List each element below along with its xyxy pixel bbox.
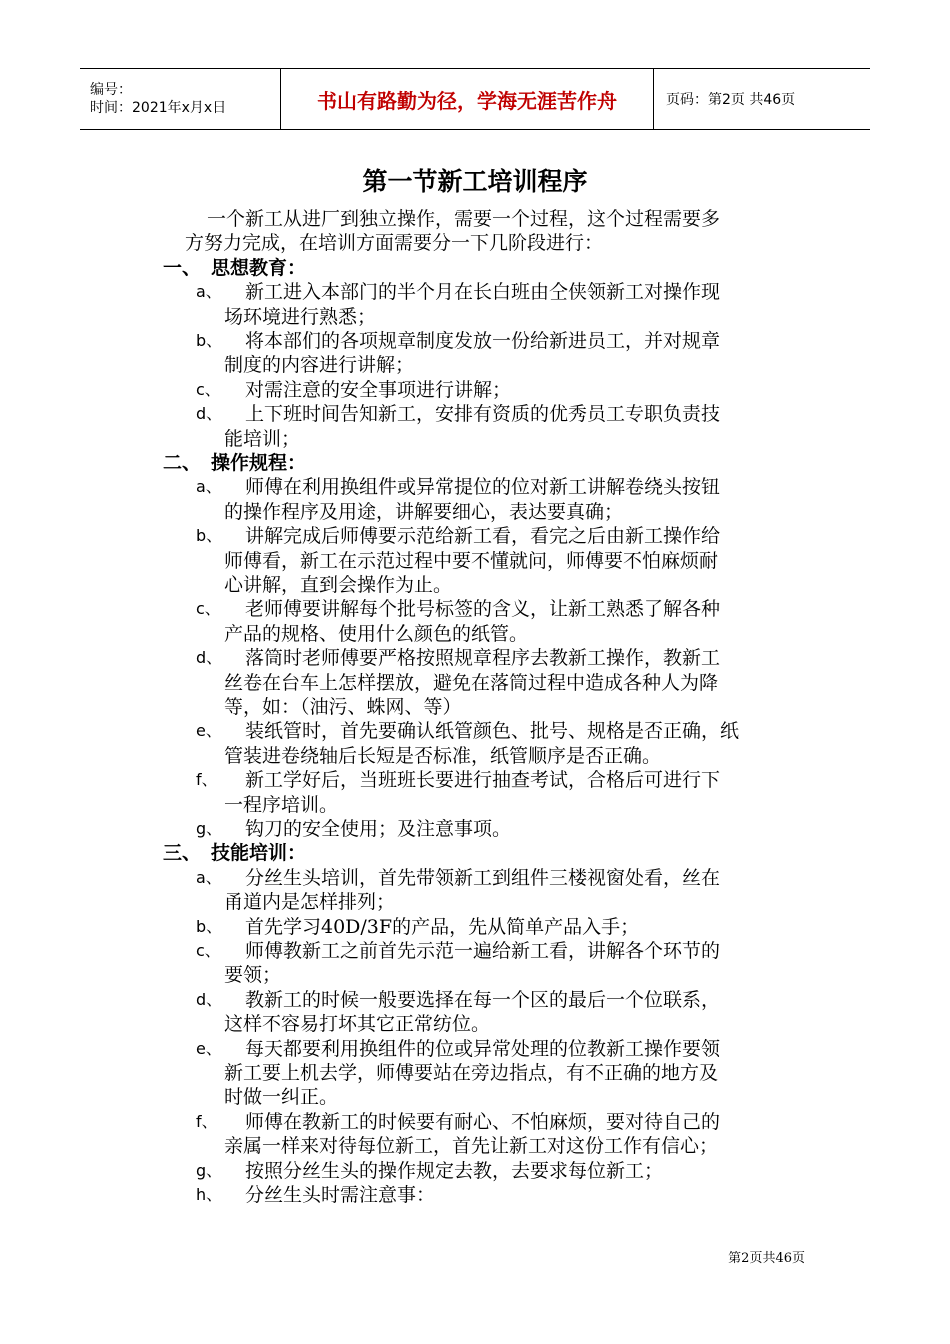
section-heading <box>163 451 306 475</box>
list-item-text <box>224 719 814 768</box>
page-footer: 第2页共46页 <box>728 1251 805 1266</box>
page-title: 第一节新工培训程序 <box>362 167 588 196</box>
list-item-marker: b、 <box>196 526 223 546</box>
list-item-marker: c、 <box>196 599 221 619</box>
list-item-line: 要领； <box>224 964 282 987</box>
list-item-line: 老师傅要讲解每个批号标签的含义，让新工熟悉了解各种 <box>245 598 721 621</box>
list-item-line: 新工进入本部门的半个月在长白班由仝侠领新工对操作现 <box>245 281 721 304</box>
list-item-text <box>224 866 814 915</box>
list-item-marker: d、 <box>196 404 223 424</box>
list-item-text <box>224 988 814 1037</box>
list-item-marker: e、 <box>196 1038 222 1058</box>
list-item-line: 装纸管时，首先要确认纸管颜色、批号、规格是否正确，纸 <box>245 720 740 743</box>
list-item-marker: c、 <box>196 941 221 960</box>
section-title: 技能培训： <box>211 842 307 865</box>
list-item-marker: a、 <box>196 867 222 887</box>
list-item-marker: g、 <box>196 819 223 838</box>
list-item-line: 新工学好后，当班班长要进行抽查考试，合格后可进行下 <box>245 769 721 792</box>
section-title: 操作规程： <box>211 452 307 474</box>
list-item-line: 一程序培训。 <box>224 793 339 816</box>
list-item-marker: d、 <box>196 648 223 668</box>
list-item-text <box>224 378 814 402</box>
list-item-line: 钩刀的安全使用；及注意事项。 <box>245 818 512 840</box>
list-item-line: 对需注意的安全事项进行讲解； <box>245 378 512 401</box>
list-item-text <box>224 402 814 451</box>
list-item-text <box>224 915 814 939</box>
list-item-line: 等，如：（油污、蛛网、等） <box>224 696 462 718</box>
list-item-marker: e、 <box>196 721 222 741</box>
list-item-line: 亲属一样来对待每位新工，首先让新工对这份工作有信心； <box>224 1135 719 1158</box>
section-heading <box>163 841 306 865</box>
list-item-marker: b、 <box>196 331 223 350</box>
list-item-marker: a、 <box>196 282 222 302</box>
list-item-line: 的操作程序及用途，讲解要细心，表达要真确； <box>224 500 624 523</box>
list-item-line: 这样不容易打坏其它正常纺位。 <box>224 1013 491 1036</box>
list-item-line: 甬道内是怎样排列； <box>224 891 396 914</box>
list-item-text <box>224 768 814 817</box>
list-item-line: 产品的规格、使用什么颜色的纸管。 <box>224 622 529 645</box>
list-item-line: 场环境进行熟悉； <box>224 305 377 328</box>
list-item-line: 心讲解，直到会操作为止。 <box>224 574 453 596</box>
section-number: 三、 <box>163 842 202 865</box>
section-number: 一、 <box>163 256 202 279</box>
list-item-line: 按照分丝生头的操作规定去教，去要求每位新工； <box>245 1159 664 1182</box>
intro-paragraph <box>185 207 815 256</box>
list-item-line: 管装进卷绕轴后长短是否标准，纸管顺序是否正确。 <box>224 744 662 767</box>
header-page-label: 页码：第2页 共46页 <box>666 92 796 108</box>
header-meta <box>80 69 281 129</box>
list-item-line: 师傅在教新工的时候要有耐心、不怕麻烦，要对待自己的 <box>245 1110 721 1133</box>
list-item-text <box>224 1037 814 1110</box>
intro-line: 一个新工从进厂到独立操作，需要一个过程，这个过程需要多 <box>207 208 721 230</box>
list-item-line: 师傅看，新工在示范过程中要不懂就问，师傅要不怕麻烦耐 <box>224 549 719 572</box>
number-label: 编号： <box>90 82 132 98</box>
list-item-text <box>224 1183 814 1207</box>
list-item-line: 师傅教新工之前首先示范一遍给新工看，讲解各个环节的 <box>245 940 721 962</box>
intro-line: 方努力完成，在培训方面需要分一下几阶段进行： <box>185 232 604 255</box>
list-item-marker: b、 <box>196 916 223 936</box>
list-item-line: 落筒时老师傅要严格按照规章程序去教新工操作，教新工 <box>245 647 721 670</box>
list-item-marker: c、 <box>196 379 221 399</box>
section-heading <box>163 256 306 280</box>
list-item-line: 师傅在利用换组件或异常提位的位对新工讲解卷绕头按钮 <box>245 476 721 499</box>
list-item-text <box>224 597 814 646</box>
list-item-line: 制度的内容进行讲解； <box>224 354 415 377</box>
list-item-text <box>224 646 814 719</box>
list-item-line: 新工要上机去学，师傅要站在旁边指点，有不正确的地方及 <box>224 1062 719 1084</box>
list-item-text <box>224 817 814 841</box>
list-item-marker: a、 <box>196 477 222 497</box>
list-item-line: 分丝生头培训，首先带领新工到组件三楼视窗处看，丝在 <box>245 866 721 889</box>
page-header <box>80 68 870 130</box>
list-item-line: 将本部们的各项规章制度发放一份给新进员工，并对规章 <box>245 330 721 352</box>
section-title: 思想教育： <box>211 256 307 279</box>
list-item-line: 分丝生头时需注意事： <box>245 1184 436 1206</box>
list-item-line: 上下班时间告知新工，安排有资质的优秀员工专职负责技 <box>245 403 721 426</box>
list-item-line: 能培训； <box>224 427 301 450</box>
list-item-text <box>224 475 814 524</box>
list-item-text <box>224 1110 814 1159</box>
list-item-line: 首先学习40D/3F的产品，先从简单产品入手； <box>245 915 640 938</box>
list-item-text <box>224 939 814 988</box>
time-label: 时间：2021年x月x日 <box>90 100 227 116</box>
list-item-line: 教新工的时候一般要选择在每一个区的最后一个位联系， <box>245 988 721 1011</box>
list-item-text <box>224 280 814 329</box>
list-item-line: 讲解完成后师傅要示范给新工看，看完之后由新工操作给 <box>245 525 721 548</box>
header-motto: 书山有路勤为径，学海无涯苦作舟 <box>281 69 654 129</box>
list-item-marker: g、 <box>196 1160 223 1180</box>
list-item-line: 丝卷在台车上怎样摆放，避免在落筒过程中造成各种人为降 <box>224 671 719 694</box>
section-number: 二、 <box>163 452 202 474</box>
list-item-line: 时做一纠正。 <box>224 1086 339 1109</box>
list-item-marker: f、 <box>196 770 218 790</box>
list-item-text <box>224 329 814 378</box>
list-item-line: 每天都要利用换组件的位或异常处理的位教新工操作要领 <box>245 1037 721 1060</box>
list-item-marker: h、 <box>196 1185 223 1204</box>
list-item-marker: f、 <box>196 1111 218 1131</box>
list-item-text <box>224 1159 814 1183</box>
list-item-text <box>224 524 814 597</box>
list-item-marker: d、 <box>196 989 223 1009</box>
